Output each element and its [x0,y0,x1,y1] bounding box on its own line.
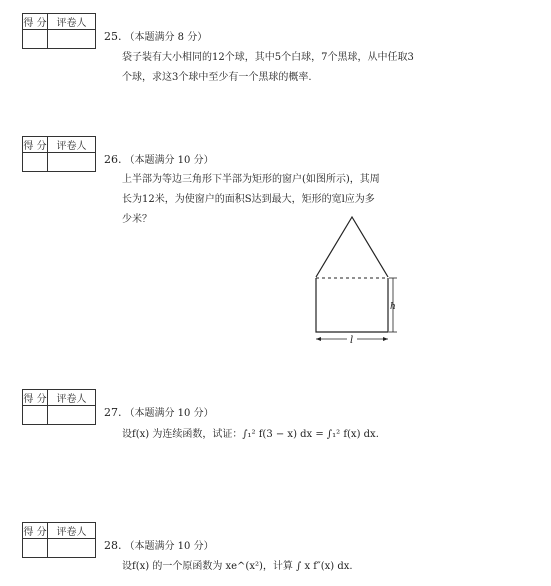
score-label: 得 分 [23,523,48,539]
question-26-header [104,151,214,166]
score-label: 得 分 [23,390,48,406]
rectangle-outline [316,278,388,332]
question-number: 28. [104,539,122,552]
question-points: （本题满分 10 分） [124,155,214,166]
grader-cell [48,30,96,49]
grader-cell [48,406,96,425]
grader-label: 评卷人 [48,14,96,30]
window-figure [305,212,405,348]
score-box-27 [22,389,96,425]
question-points: （本题满分 10 分） [124,541,214,552]
score-box-26 [22,136,96,172]
score-cell [23,30,48,49]
grader-cell [48,539,96,558]
score-cell [23,539,48,558]
score-cell [23,153,48,172]
score-label: 得 分 [23,14,48,30]
score-box-28 [22,522,96,558]
question-28-text: 设f(x) 的一个原函数为 xe^(x²)，计算 ∫ x f″(x) dx. [122,561,353,572]
question-number: 25. [104,30,122,43]
grader-label: 评卷人 [48,523,96,539]
question-25-text: 袋子装有大小相同的12个球，其中5个白球，7个黑球，从中任取3个球，求这3个球中至少有一个黑球的概率. [122,52,414,83]
question-26-text: 上半部为等边三角形下半部为矩形的窗户(如图所示)，其周长为12米，为使窗户的面积S达到最大，矩形的宽l应为多少米？ [122,174,380,225]
window-diagram [305,212,405,348]
question-number: 27. [104,406,122,419]
question-27-header [104,404,214,419]
width-arrow-left [316,337,321,341]
score-box-25 [22,13,96,49]
question-28-header [104,537,214,552]
grader-cell [48,153,96,172]
triangle-outline [316,217,388,277]
score-label: 得 分 [23,137,48,153]
question-points: （本题满分 10 分） [124,408,214,419]
question-points: （本题满分 8 分） [124,32,208,43]
question-number: 26. [104,153,122,166]
width-label: l [350,335,354,346]
width-arrow-right [383,337,388,341]
question-25-header [104,28,207,43]
height-label: h [390,302,396,312]
score-cell [23,406,48,425]
question-27-text: 设f(x) 为连续函数，试证：∫₁² f(3 − x) dx = ∫₁² f(x) dx. [122,429,379,440]
grader-label: 评卷人 [48,390,96,406]
grader-label: 评卷人 [48,137,96,153]
